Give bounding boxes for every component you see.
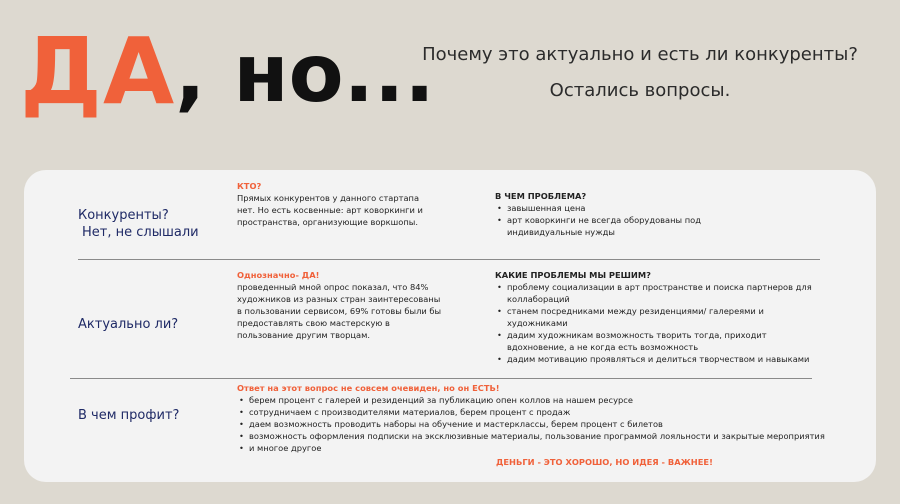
subtitle-line1: Почему это актуально и есть ли конкуренты? [422,44,858,65]
list-item: • станем посредниками между резиденциями/ галереями и художниками [495,305,815,329]
competitors-right-list [495,202,725,238]
list-item: • возможность оформления подписки на эксклюзивные материалы, пользование программой лояльности и закрытые мероприятия [237,430,837,442]
competitors-left-block [237,180,437,228]
list-item: • завышенная цена [495,202,725,214]
profit-footer: ДЕНЬГИ - ЭТО ХОРОШО, НО ИДЕЯ - ВАЖНЕЕ! [496,457,713,467]
question-competitors-line2: Нет, не слышали [82,225,199,240]
question-profit: В чем профит? [78,408,180,423]
competitors-left-text: Прямых конкурентов у данного стартапа нет. Но есть косвенные: арт коворкинги и пространства, организующие воркшопы. [237,193,423,227]
hero-da: ДА [20,18,176,125]
list-item: • арт коворкинги не всегда оборудованы под индивидуальные нужды [495,214,725,238]
list-item: • дадим художникам возможность творить тогда, приходит вдохновение, а не когда есть возможность [495,329,815,353]
relevance-left-block [237,269,442,341]
list-item: • даем возможность проводить наборы на обучение и мастерклассы, берем процент с билетов [237,418,837,430]
question-relevance: Актуально ли? [78,317,179,332]
subtitle-line2: Остались вопросы. [549,80,731,101]
competitors-right-block [495,190,725,238]
profit-block [237,382,837,454]
list-item: • берем процент с галерей и резиденций за публикацию опен коллов на нашем ресурсе [237,394,837,406]
relevance-right-list [495,281,815,365]
relevance-right-heading: КАКИЕ ПРОБЛЕМЫ МЫ РЕШИМ? [495,270,651,280]
divider-1 [78,259,820,260]
profit-heading: Ответ на этот вопрос не совсем очевиден, но он ЕСТЬ! [237,383,500,393]
competitors-left-heading: КТО? [237,181,262,191]
list-item: • сотрудничаем с производителями материалов, берем процент с продаж [237,406,837,418]
list-item: • и многое другое [237,442,837,454]
hero-title [20,18,435,125]
relevance-left-text: проведенный мной опрос показал, что 84% художников из разных стран заинтересованы в пользовании сервисом, 69% готовы были бы предоставлять свою мастерскую в пользование другим творцам. [237,282,442,340]
profit-list [237,394,837,454]
list-item: • дадим мотивацию проявляться и делиться творчеством и навыками [495,353,815,365]
question-competitors [78,208,199,241]
content-card [24,170,876,482]
question-competitors-line1: Конкуренты? [78,208,169,223]
divider-2 [70,378,812,379]
list-item: • проблему социализации в арт пространстве и поиска партнеров для коллабораций [495,281,815,305]
relevance-right-block [495,269,815,365]
competitors-right-heading: В ЧЕМ ПРОБЛЕМА? [495,191,587,201]
hero-rest: , но... [175,27,435,120]
relevance-left-heading: Однозначно- ДА! [237,270,320,280]
